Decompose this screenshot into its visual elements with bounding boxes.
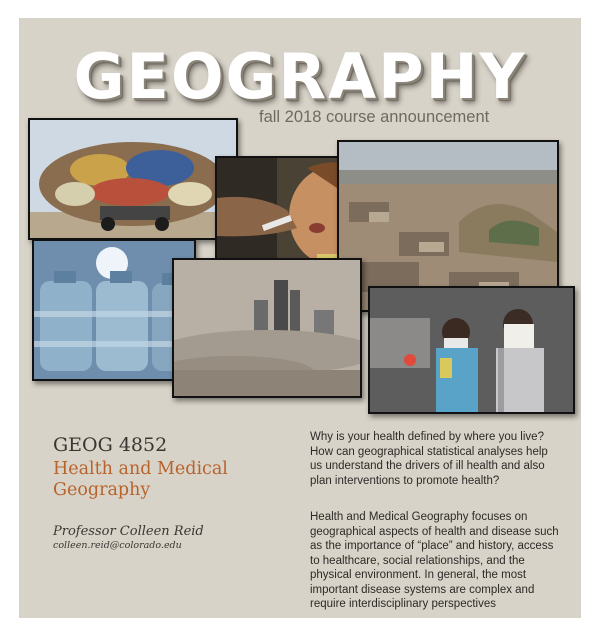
course-name: Health and Medical Geography — [53, 459, 228, 500]
masked-boys-photo — [368, 286, 575, 414]
description-paragraph-2: Health and Medical Geography focuses on geographical aspects of health and disease such as the importance of “place” and history, access to healthcare, social relationships, and the physical environment. In general, the most important disease systems are complex and require interdisciplinary perspectives — [310, 511, 559, 610]
poster-subtitle: fall 2018 course announcement — [259, 108, 490, 126]
course-code: GEOG 4852 — [53, 434, 168, 456]
professor-name: Professor Colleen Reid — [53, 524, 204, 539]
description-paragraph-1: Why is your health defined by where you live? How can geographical statistical analyses help us understand the drivers of ill health and also plan interventions to promote health? — [310, 431, 548, 487]
overloaded-truck-photo — [28, 118, 238, 240]
poster-title: GEOGRAPHY — [73, 40, 527, 113]
poster — [19, 18, 581, 618]
smog-city-photo — [172, 258, 362, 398]
professor-email[interactable]: colleen.reid@colorado.edu — [53, 540, 182, 551]
